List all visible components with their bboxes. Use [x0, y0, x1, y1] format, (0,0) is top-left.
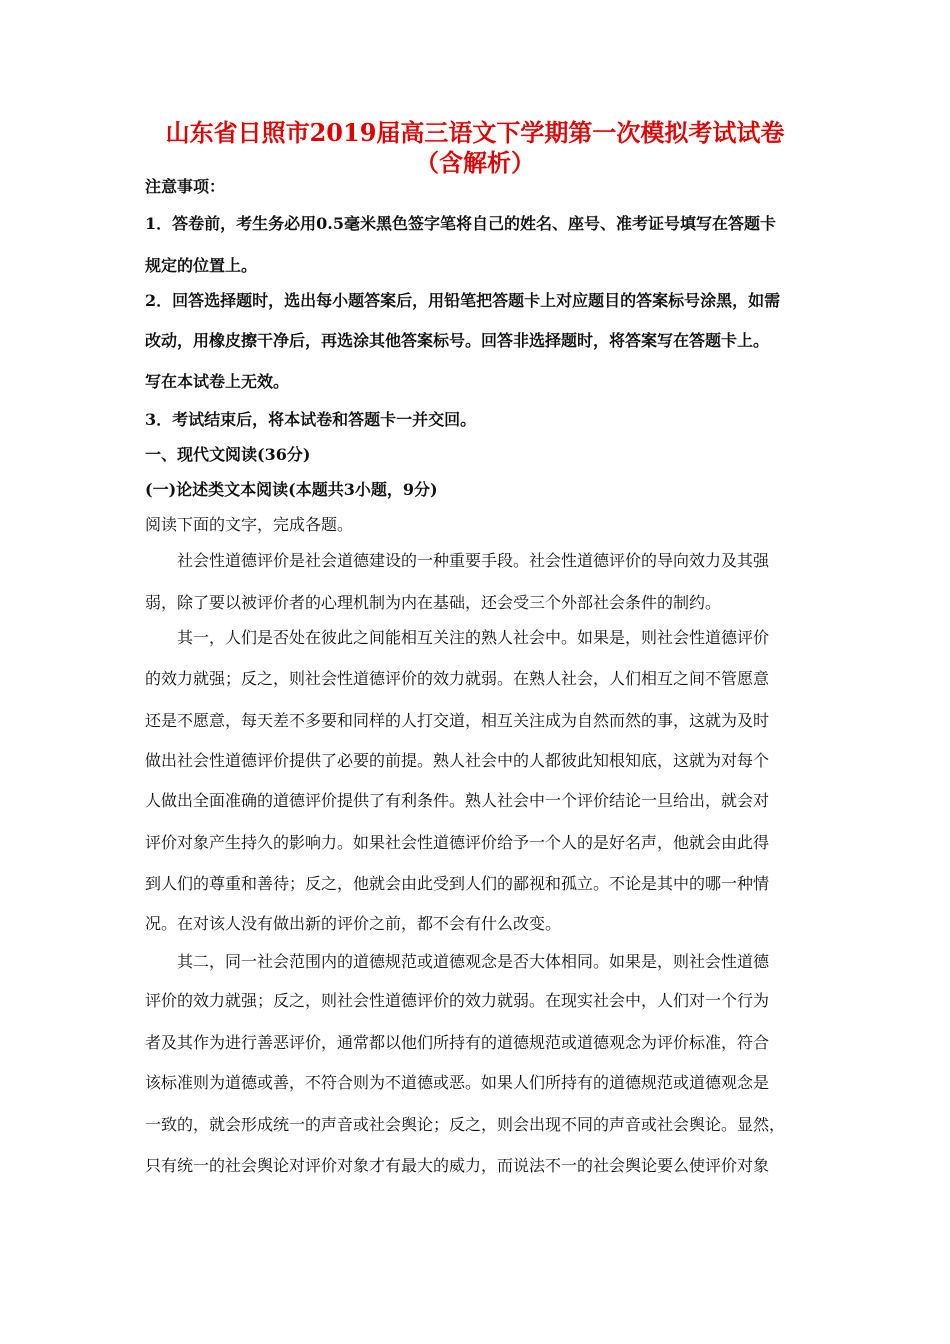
- reading-instruction: 阅读下面的文字，完成各题。: [145, 515, 354, 534]
- document-title: 山东省日照市2019届高三语文下学期第一次模拟考试试卷（含解析）: [165, 118, 785, 177]
- subsection-heading: (一)论述类文本阅读(本题共3小题，9分): [145, 480, 438, 499]
- paragraph-2-line-8: 况。在对该人没有做出新的评价之前，都不会有什么改变。: [145, 914, 562, 933]
- paragraph-2-line-2: 的效力就强；反之，则社会性道德评价的效力就弱。在熟人社会，人们相互之间不管愿意: [145, 669, 770, 688]
- notice-item-2-line-3: 写在本试卷上无效。: [145, 372, 290, 391]
- notice-item-2-line-1: 2．回答选择题时，选出每小题答案后，用铅笔把答题卡上对应题目的答案标号涂黑，如需: [145, 291, 781, 310]
- paragraph-3-line-2: 评价的效力就强；反之，则社会性道德评价的效力就弱。在现实社会中，人们对一个行为: [145, 991, 770, 1010]
- section-heading: 一、现代文阅读(36分): [145, 445, 311, 464]
- paragraph-2-line-4: 做出社会性道德评价提供了必要的前提。熟人社会中的人都彼此知根知底，这就为对每个: [145, 751, 770, 770]
- notice-heading: 注意事项：: [145, 177, 226, 196]
- paragraph-3-line-1: 其二，同一社会范围内的道德规范或道德观念是否大体相同。如果是，则社会性道德: [177, 952, 770, 971]
- paragraph-1-line-2: 弱，除了要以被评价者的心理机制为内在基础，还会受三个外部社会条件的制约。: [145, 593, 722, 612]
- paragraph-3-line-6: 只有统一的社会舆论对评价对象才有最大的威力，而说法不一的社会舆论要么使评价对象: [145, 1156, 770, 1175]
- paragraph-2-line-1: 其一，人们是否处在彼此之间能相互关注的熟人社会中。如果是，则社会性道德评价: [177, 628, 770, 647]
- paragraph-2-line-6: 评价对象产生持久的影响力。如果社会性道德评价给予一个人的是好名声，他就会由此得: [145, 833, 770, 852]
- notice-item-1-line-1: 1．答卷前，考生务必用0.5毫米黑色签字笔将自己的姓名、座号、准考证号填写在答题卡: [145, 214, 776, 233]
- paragraph-3-line-5: 一致的，就会形成统一的声音或社会舆论；反之，则会出现不同的声音或社会舆论。显然，: [145, 1115, 786, 1134]
- paragraph-3-line-3: 者及其作为进行善恶评价，通常都以他们所持有的道德规范或道德观念为评价标准，符合: [145, 1033, 770, 1052]
- notice-item-2-line-2: 改动，用橡皮擦干净后，再选涂其他答案标号。回答非选择题时，将答案写在答题卡上。: [145, 331, 770, 350]
- paragraph-2-line-5: 人做出全面准确的道德评价提供了有利条件。熟人社会中一个评价结论一旦给出，就会对: [145, 791, 770, 810]
- notice-item-1-line-2: 规定的位置上。: [145, 256, 258, 275]
- paragraph-2-line-3: 还是不愿意，每天差不多要和同样的人打交道，相互关注成为自然而然的事，这就为及时: [145, 711, 770, 730]
- paragraph-3-line-4: 该标准则为道德或善，不符合则为不道德或恶。如果人们所持有的道德规范或道德观念是: [145, 1073, 770, 1092]
- paragraph-2-line-7: 到人们的尊重和善待；反之，他就会由此受到人们的鄙视和孤立。不论是其中的哪一种情: [145, 874, 770, 893]
- notice-item-3: 3．考试结束后，将本试卷和答题卡一并交回。: [145, 410, 477, 429]
- paragraph-1-line-1: 社会性道德评价是社会道德建设的一种重要手段。社会性道德评价的导向效力及其强: [177, 551, 770, 570]
